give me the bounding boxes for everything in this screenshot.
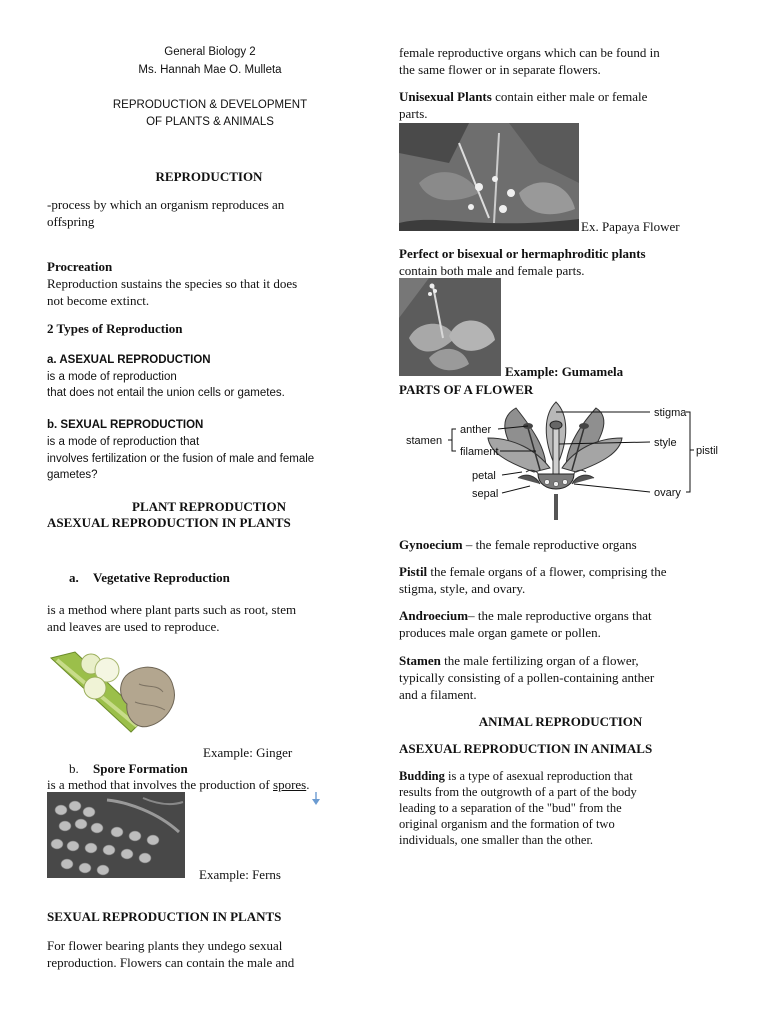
- stamen-line: [399, 652, 639, 669]
- sexual-heading: b. SEXUAL REPRODUCTION: [47, 419, 204, 431]
- sexual-text-1: is a mode of reproduction that: [47, 436, 200, 448]
- stamen-text-3: and a filament.: [399, 687, 477, 702]
- sexual-text-2: involves fertilization or the fusion of male and female: [47, 453, 315, 465]
- sexual-plants-heading: SEXUAL REPRODUCTION IN PLANTS: [47, 909, 282, 924]
- parts-of-flower-heading: PARTS OF A FLOWER: [399, 382, 534, 397]
- label-sepal: sepal: [472, 488, 499, 500]
- pistil-line: [399, 563, 666, 580]
- budding-text-4: original organism and the formation of two: [399, 817, 615, 831]
- budding-text-2: results from the outgrowth of a part of the body: [399, 785, 637, 799]
- stamen-heading: Stamen: [399, 653, 441, 668]
- asexual-animals-heading: ASEXUAL REPRODUCTION IN ANIMALS: [399, 741, 653, 756]
- androecium-text-1: – the male reproductive organs that: [468, 608, 652, 623]
- androecium-text-2: produces male organ gamete or pollen.: [399, 625, 601, 640]
- label-petal: petal: [472, 470, 496, 482]
- reproduction-def-2: offspring: [47, 214, 95, 229]
- reproduction-heading: REPRODUCTION: [155, 169, 263, 184]
- veg-marker: a.: [69, 570, 79, 585]
- types-heading: 2 Types of Reproduction: [47, 321, 183, 336]
- label-style: style: [654, 437, 677, 449]
- label-pistil: pistil: [696, 445, 719, 457]
- topic-title-2: OF PLANTS & ANIMALS: [146, 116, 274, 128]
- gumamela-photo: [399, 278, 501, 376]
- flower-parts-diagram: [406, 398, 728, 524]
- budding-line: [399, 768, 633, 785]
- pistil-heading: Pistil: [399, 564, 428, 579]
- procreation-text-2: not become extinct.: [47, 293, 150, 308]
- stamen-text-2: typically consisting of a pollen-containing anther: [399, 670, 655, 685]
- androecium-heading: Androecium: [399, 608, 469, 623]
- asexual-text-1: is a mode of reproduction: [47, 371, 177, 383]
- budding-text-1: is a type of asexual reproduction that: [444, 769, 633, 783]
- teacher-name: Ms. Hannah Mae O. Mulleta: [138, 64, 282, 76]
- label-stamen: stamen: [406, 435, 443, 447]
- gynoecium-line: [399, 536, 637, 553]
- pistil-text-1: the female organs of a flower, comprising the: [427, 564, 667, 579]
- asexual-heading: a. ASEXUAL REPRODUCTION: [47, 354, 211, 366]
- unisexual-text-1: contain either male or female: [491, 89, 648, 104]
- asexual-text-2: that does not entail the union cells or gametes.: [47, 387, 285, 399]
- unisexual-line: [399, 88, 647, 105]
- spore-heading: Spore Formation: [93, 761, 188, 776]
- label-anther: anther: [460, 424, 492, 436]
- perfect-text-1: contain both male and female parts.: [399, 263, 585, 278]
- gumamela-caption: Example: Gumamela: [505, 364, 624, 379]
- spore-text-main: is a method that involves the production of: [47, 777, 274, 792]
- animal-reproduction-heading: ANIMAL REPRODUCTION: [478, 714, 643, 729]
- pistil-text-2: stigma, style, and ovary.: [399, 581, 526, 596]
- papaya-flower-photo: [399, 123, 579, 231]
- arrow-down-icon: [311, 792, 321, 806]
- spore-marker: b.: [69, 761, 79, 776]
- budding-text-5: individuals, one smaller than the other.: [399, 833, 594, 847]
- perfect-heading: Perfect or bisexual or hermaphroditic plants: [399, 246, 646, 261]
- veg-text-2: and leaves are used to reproduce.: [47, 619, 220, 634]
- course-title: General Biology 2: [164, 46, 256, 58]
- spores-link[interactable]: spores: [273, 777, 307, 792]
- procreation-text-1: Reproduction sustains the species so that it does: [47, 276, 298, 291]
- budding-heading: Budding: [399, 769, 445, 783]
- cont-text-1: female reproductive organs which can be found in: [399, 45, 660, 60]
- spore-text-end: .: [306, 777, 310, 792]
- gynoecium-text: – the female reproductive organs: [462, 537, 637, 552]
- reproduction-def-1: -process by which an organism reproduces an: [47, 197, 285, 212]
- unisexual-text-2: parts.: [399, 106, 428, 121]
- topic-title-1: REPRODUCTION & DEVELOPMENT: [112, 99, 308, 111]
- ferns-photo: [47, 792, 185, 878]
- asexual-plants-heading: ASEXUAL REPRODUCTION IN PLANTS: [47, 515, 291, 530]
- ferns-caption: Example: Ferns: [199, 867, 281, 882]
- unisexual-heading: Unisexual Plants: [399, 89, 492, 104]
- plant-reproduction-heading: PLANT REPRODUCTION: [132, 499, 286, 514]
- budding-text-3: leading to a separation of the "bud" from the: [399, 801, 622, 815]
- label-stigma: stigma: [654, 407, 687, 419]
- ginger-caption: Example: Ginger: [203, 745, 293, 760]
- gynoecium-heading: Gynoecium: [399, 537, 463, 552]
- sexual-plants-text-1: For flower bearing plants they undego sexual: [47, 938, 283, 953]
- stamen-text-1: the male fertilizing organ of a flower,: [440, 653, 639, 668]
- ginger-photo: [47, 648, 179, 740]
- cont-text-2: the same flower or in separate flowers.: [399, 62, 601, 77]
- spore-text: [47, 776, 309, 793]
- androecium-line: [399, 607, 652, 624]
- label-filament: filament: [460, 446, 499, 458]
- sexual-text-3: gametes?: [47, 469, 98, 481]
- papaya-caption: Ex. Papaya Flower: [581, 219, 680, 234]
- sexual-plants-text-2: reproduction. Flowers can contain the male and: [47, 955, 295, 970]
- procreation-heading: Procreation: [47, 259, 113, 274]
- label-ovary: ovary: [654, 487, 681, 499]
- veg-text-1: is a method where plant parts such as root, stem: [47, 602, 297, 617]
- veg-heading: Vegetative Reproduction: [93, 570, 230, 585]
